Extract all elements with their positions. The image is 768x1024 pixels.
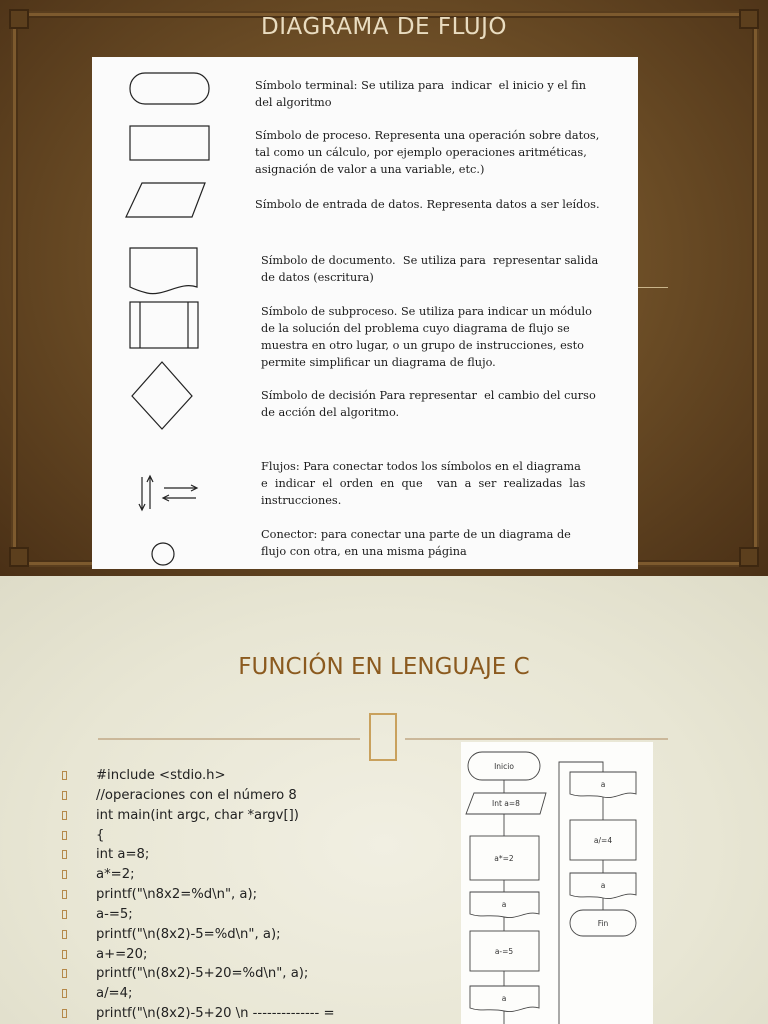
slide-title: DIAGRAMA DE FLUJO bbox=[261, 14, 507, 40]
decision-symbol-icon bbox=[132, 362, 192, 429]
bullet-icon bbox=[62, 930, 67, 939]
bullet-icon bbox=[62, 910, 67, 919]
fc-out4-label: a bbox=[600, 881, 606, 890]
code-line: int main(int argc, char *argv[]) bbox=[62, 806, 335, 826]
slide-title: FUNCIÓN EN LENGUAJE C bbox=[238, 654, 530, 680]
program-flowchart bbox=[461, 742, 653, 1024]
bullet-icon bbox=[62, 771, 67, 780]
flow-description: Flujos: Para conectar todos los símbolos en el diagrama e indicar el orden en que van a ser realizadas las instrucciones. bbox=[261, 460, 586, 507]
fc-out2-label: a bbox=[501, 994, 507, 1003]
code-line: int a=8; bbox=[62, 845, 335, 865]
code-line: a-=5; bbox=[62, 905, 335, 925]
flow-arrows-icon bbox=[139, 476, 197, 510]
fc-out1-label: a bbox=[501, 900, 507, 909]
bullet-icon bbox=[62, 850, 67, 859]
placeholder-glyph-icon bbox=[369, 713, 397, 761]
bullet-icon bbox=[62, 950, 67, 959]
bullet-icon bbox=[62, 831, 67, 840]
code-line: #include <stdio.h> bbox=[62, 766, 335, 786]
fc-end-label: Fin bbox=[597, 919, 609, 928]
bullet-icon bbox=[62, 791, 67, 800]
title-divider-left bbox=[98, 738, 360, 740]
fc-input-label: Int a=8 bbox=[492, 799, 520, 808]
bullet-icon bbox=[62, 890, 67, 899]
code-listing bbox=[62, 766, 335, 1024]
bullet-icon bbox=[62, 811, 67, 820]
fc-start-label: Inicio bbox=[494, 762, 514, 771]
symbols-reference-image bbox=[92, 57, 638, 569]
code-line: { bbox=[62, 826, 335, 846]
document-description: Símbolo de documento. Se utiliza para representar salida de datos (escritura) bbox=[261, 254, 599, 284]
document-symbol-icon bbox=[130, 248, 197, 294]
code-line: printf("\n(8x2)-5+20=%d\n", a); bbox=[62, 964, 335, 984]
bullet-icon bbox=[62, 870, 67, 879]
fc-step2-label: a-=5 bbox=[494, 947, 514, 956]
fc-step1-label: a*=2 bbox=[494, 854, 514, 863]
code-line: a+=20; bbox=[62, 945, 335, 965]
input-description: Símbolo de entrada de datos. Representa datos a ser leídos. bbox=[255, 198, 600, 211]
code-line: //operaciones con el número 8 bbox=[62, 786, 335, 806]
decision-description: Símbolo de decisión Para representar el cambio del curso de acción del algoritmo. bbox=[261, 389, 596, 419]
subprocess-description: Símbolo de subproceso. Se utiliza para indicar un módulo de la solución del problema cuyo diagrama de flujo se muestra en otro lugar, o un grupo de instrucciones, esto permite simplificar un diagrama de flujo. bbox=[261, 305, 592, 369]
flowchart-drawing bbox=[461, 742, 653, 1024]
process-symbol-icon bbox=[130, 126, 209, 160]
fc-out3-label: a bbox=[600, 780, 606, 789]
code-line: printf("\n(8x2)-5+20 \n -------------- = bbox=[62, 1004, 335, 1024]
slide-funcion-en-lenguaje-c bbox=[0, 576, 768, 1024]
terminal-description: Símbolo terminal: Se utiliza para indicar el inicio y el fin del algoritmo bbox=[255, 79, 587, 109]
code-line: printf("\n(8x2)-5=%d\n", a); bbox=[62, 925, 335, 945]
terminal-symbol-icon bbox=[130, 73, 209, 104]
input-symbol-icon bbox=[126, 183, 205, 217]
bullet-icon bbox=[62, 1009, 67, 1018]
code-line: printf("\n8x2=%d\n", a); bbox=[62, 885, 335, 905]
fc-step3-label: a/=4 bbox=[593, 836, 613, 845]
title-divider-right bbox=[405, 738, 668, 740]
connector-symbol-icon bbox=[152, 543, 174, 565]
frame-corner bbox=[739, 547, 759, 567]
code-line: a*=2; bbox=[62, 865, 335, 885]
code-line: a/=4; bbox=[62, 984, 335, 1004]
connector-description: Conector: para conectar una parte de un diagrama de flujo con otra, en una misma página bbox=[261, 528, 571, 558]
frame-corner bbox=[9, 547, 29, 567]
decorative-line bbox=[638, 287, 668, 288]
subprocess-symbol-icon bbox=[130, 302, 198, 348]
bullet-icon bbox=[62, 989, 67, 998]
process-description: Símbolo de proceso. Representa una operación sobre datos, tal como un cálculo, por ejemplo operaciones aritméticas, asignación de valor a una variable, etc.) bbox=[255, 129, 600, 176]
bullet-icon bbox=[62, 969, 67, 978]
